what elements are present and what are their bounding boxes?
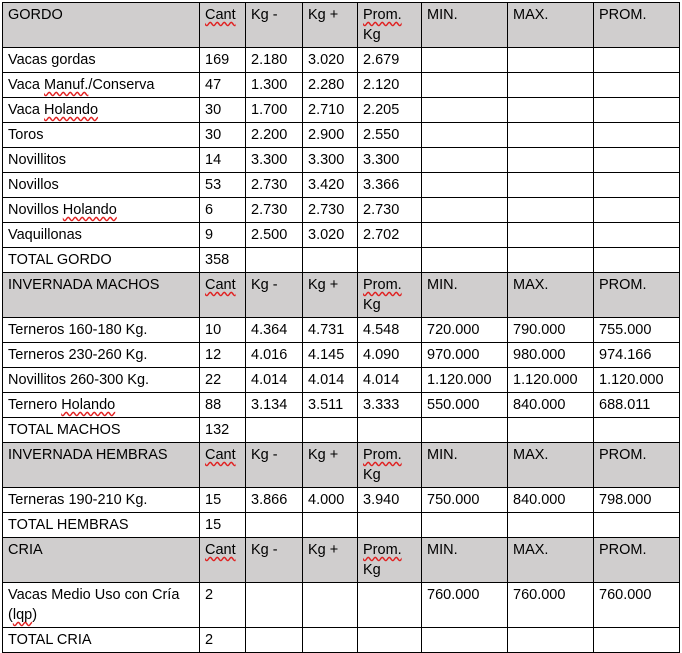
col-max-header: MAX.: [508, 3, 594, 48]
prom-kg-cell: 3.333: [358, 393, 422, 418]
prom-kg-cell: [358, 583, 422, 628]
prom-cell: 798.000: [594, 488, 680, 513]
col-cant-header: Cant: [200, 3, 246, 48]
prom-cell: [594, 73, 680, 98]
prom-cell: [594, 98, 680, 123]
max-cell: [508, 173, 594, 198]
category-name: Terneras 190-210 Kg.: [3, 488, 200, 513]
prom-cell: [594, 198, 680, 223]
category-name: Novillos: [3, 173, 200, 198]
col-prom-header: PROM.: [594, 3, 680, 48]
cant-cell: 12: [200, 343, 246, 368]
cant-cell: 88: [200, 393, 246, 418]
min-cell: 720.000: [422, 318, 508, 343]
section-title: INVERNADA MACHOS: [3, 273, 200, 318]
category-name: Vacas Medio Uso con Cría (lqp): [3, 583, 200, 628]
prom-cell: 760.000: [594, 583, 680, 628]
kg-max-cell: 4.145: [303, 343, 358, 368]
total-cant: 2: [200, 628, 246, 653]
table-row: [3, 48, 680, 73]
category-name: Novillitos 260-300 Kg.: [3, 368, 200, 393]
prom-kg-cell: 4.548: [358, 318, 422, 343]
cant-cell: 14: [200, 148, 246, 173]
col-kg-max-header: Kg +: [303, 443, 358, 488]
category-name: Novillitos: [3, 148, 200, 173]
kg-max-cell: 3.020: [303, 223, 358, 248]
table-row: [3, 98, 680, 123]
category-name: Vaca Manuf./Conserva: [3, 73, 200, 98]
table-row: [3, 368, 680, 393]
cant-cell: 30: [200, 98, 246, 123]
col-kg-max-header: Kg +: [303, 273, 358, 318]
kg-min-cell: 2.730: [246, 173, 303, 198]
section-header-gordo: [3, 3, 680, 48]
kg-max-cell: 3.300: [303, 148, 358, 173]
section-title: CRIA: [3, 538, 200, 583]
kg-max-cell: 4.000: [303, 488, 358, 513]
kg-max-cell: 2.730: [303, 198, 358, 223]
kg-max-cell: 3.511: [303, 393, 358, 418]
table-row: [3, 343, 680, 368]
kg-max-cell: 4.014: [303, 368, 358, 393]
prom-kg-cell: 2.550: [358, 123, 422, 148]
max-cell: [508, 123, 594, 148]
category-name: Vaca Holando: [3, 98, 200, 123]
prom-kg-cell: 2.120: [358, 73, 422, 98]
total-cant: 132: [200, 418, 246, 443]
cant-cell: 47: [200, 73, 246, 98]
max-cell: [508, 48, 594, 73]
kg-max-cell: 4.731: [303, 318, 358, 343]
table-row: [3, 223, 680, 248]
min-cell: 750.000: [422, 488, 508, 513]
col-cant-header: Cant: [200, 443, 246, 488]
prom-kg-cell: 3.300: [358, 148, 422, 173]
prom-kg-cell: 2.702: [358, 223, 422, 248]
col-max-header: MAX.: [508, 443, 594, 488]
prom-cell: [594, 48, 680, 73]
total-row-hembras: [3, 513, 680, 538]
table-row: [3, 123, 680, 148]
min-cell: [422, 173, 508, 198]
kg-max-cell: 2.280: [303, 73, 358, 98]
prom-cell: [594, 148, 680, 173]
prom-cell: [594, 223, 680, 248]
total-label: TOTAL CRIA: [3, 628, 200, 653]
col-kg-max-header: Kg +: [303, 538, 358, 583]
min-cell: 550.000: [422, 393, 508, 418]
section-header-machos: [3, 273, 680, 318]
min-cell: [422, 48, 508, 73]
table-row: [3, 173, 680, 198]
cant-cell: 10: [200, 318, 246, 343]
total-label: TOTAL GORDO: [3, 248, 200, 273]
max-cell: 760.000: [508, 583, 594, 628]
prom-cell: [594, 123, 680, 148]
total-label: TOTAL MACHOS: [3, 418, 200, 443]
category-name: Terneros 230-260 Kg.: [3, 343, 200, 368]
kg-min-cell: 1.300: [246, 73, 303, 98]
total-cant: 15: [200, 513, 246, 538]
min-cell: [422, 98, 508, 123]
section-title: INVERNADA HEMBRAS: [3, 443, 200, 488]
table-row: [3, 318, 680, 343]
table-row: [3, 198, 680, 223]
min-cell: [422, 198, 508, 223]
kg-max-cell: 2.900: [303, 123, 358, 148]
max-cell: 790.000: [508, 318, 594, 343]
cant-cell: 30: [200, 123, 246, 148]
max-cell: [508, 223, 594, 248]
kg-min-cell: 2.200: [246, 123, 303, 148]
col-max-header: MAX.: [508, 538, 594, 583]
total-row-machos: [3, 418, 680, 443]
col-max-header: MAX.: [508, 273, 594, 318]
col-prom-kg-header: Prom. Kg: [358, 273, 422, 318]
col-min-header: MIN.: [422, 273, 508, 318]
col-kg-max-header: Kg +: [303, 3, 358, 48]
col-kg-min-header: Kg -: [246, 3, 303, 48]
col-prom-kg-header: Prom. Kg: [358, 538, 422, 583]
kg-max-cell: 3.420: [303, 173, 358, 198]
max-cell: [508, 148, 594, 173]
prom-kg-cell: 2.679: [358, 48, 422, 73]
prom-cell: 688.011: [594, 393, 680, 418]
kg-max-cell: 3.020: [303, 48, 358, 73]
min-cell: 970.000: [422, 343, 508, 368]
prom-kg-cell: 4.014: [358, 368, 422, 393]
livestock-price-table: [2, 2, 680, 653]
kg-max-cell: 2.710: [303, 98, 358, 123]
category-name: Novillos Holando: [3, 198, 200, 223]
total-label: TOTAL HEMBRAS: [3, 513, 200, 538]
prom-cell: [594, 173, 680, 198]
category-name: Ternero Holando: [3, 393, 200, 418]
cant-cell: 53: [200, 173, 246, 198]
max-cell: 840.000: [508, 488, 594, 513]
kg-min-cell: 3.134: [246, 393, 303, 418]
category-name: Terneros 160-180 Kg.: [3, 318, 200, 343]
total-row-gordo: [3, 248, 680, 273]
col-kg-min-header: Kg -: [246, 538, 303, 583]
cant-cell: 6: [200, 198, 246, 223]
table-row: [3, 393, 680, 418]
min-cell: 760.000: [422, 583, 508, 628]
col-prom-header: PROM.: [594, 443, 680, 488]
table-row: [3, 488, 680, 513]
table-row: [3, 73, 680, 98]
cant-cell: 15: [200, 488, 246, 513]
kg-min-cell: 3.866: [246, 488, 303, 513]
col-prom-header: PROM.: [594, 538, 680, 583]
col-prom-kg-header: Prom. Kg: [358, 443, 422, 488]
category-name: Vaquillonas: [3, 223, 200, 248]
col-min-header: MIN.: [422, 3, 508, 48]
min-cell: [422, 123, 508, 148]
col-prom-header: PROM.: [594, 273, 680, 318]
section-title: GORDO: [3, 3, 200, 48]
cant-cell: 2: [200, 583, 246, 628]
prom-kg-cell: 2.205: [358, 98, 422, 123]
col-min-header: MIN.: [422, 443, 508, 488]
prom-kg-cell: 3.366: [358, 173, 422, 198]
col-kg-min-header: Kg -: [246, 443, 303, 488]
prom-kg-cell: 2.730: [358, 198, 422, 223]
kg-min-cell: 3.300: [246, 148, 303, 173]
kg-min-cell: 2.500: [246, 223, 303, 248]
max-cell: 980.000: [508, 343, 594, 368]
prom-cell: 755.000: [594, 318, 680, 343]
kg-min-cell: 4.016: [246, 343, 303, 368]
section-header-cria: [3, 538, 680, 583]
kg-min-cell: 2.180: [246, 48, 303, 73]
max-cell: [508, 198, 594, 223]
max-cell: [508, 98, 594, 123]
category-name: Toros: [3, 123, 200, 148]
kg-max-cell: [303, 583, 358, 628]
col-cant-header: Cant: [200, 273, 246, 318]
col-min-header: MIN.: [422, 538, 508, 583]
kg-min-cell: 4.014: [246, 368, 303, 393]
col-prom-kg-header: Prom. Kg: [358, 3, 422, 48]
col-cant-header: Cant: [200, 538, 246, 583]
kg-min-cell: 4.364: [246, 318, 303, 343]
prom-cell: 1.120.000: [594, 368, 680, 393]
kg-min-cell: 2.730: [246, 198, 303, 223]
kg-min-cell: 1.700: [246, 98, 303, 123]
min-cell: [422, 73, 508, 98]
total-cant: 358: [200, 248, 246, 273]
min-cell: 1.120.000: [422, 368, 508, 393]
max-cell: 840.000: [508, 393, 594, 418]
min-cell: [422, 223, 508, 248]
cant-cell: 22: [200, 368, 246, 393]
total-row-cria: [3, 628, 680, 653]
max-cell: [508, 73, 594, 98]
table-row: [3, 583, 680, 628]
col-kg-min-header: Kg -: [246, 273, 303, 318]
prom-kg-cell: 3.940: [358, 488, 422, 513]
cant-cell: 9: [200, 223, 246, 248]
table-row: [3, 148, 680, 173]
cant-cell: 169: [200, 48, 246, 73]
section-header-hembras: [3, 443, 680, 488]
prom-cell: 974.166: [594, 343, 680, 368]
min-cell: [422, 148, 508, 173]
prom-kg-cell: 4.090: [358, 343, 422, 368]
max-cell: 1.120.000: [508, 368, 594, 393]
category-name: Vacas gordas: [3, 48, 200, 73]
kg-min-cell: [246, 583, 303, 628]
